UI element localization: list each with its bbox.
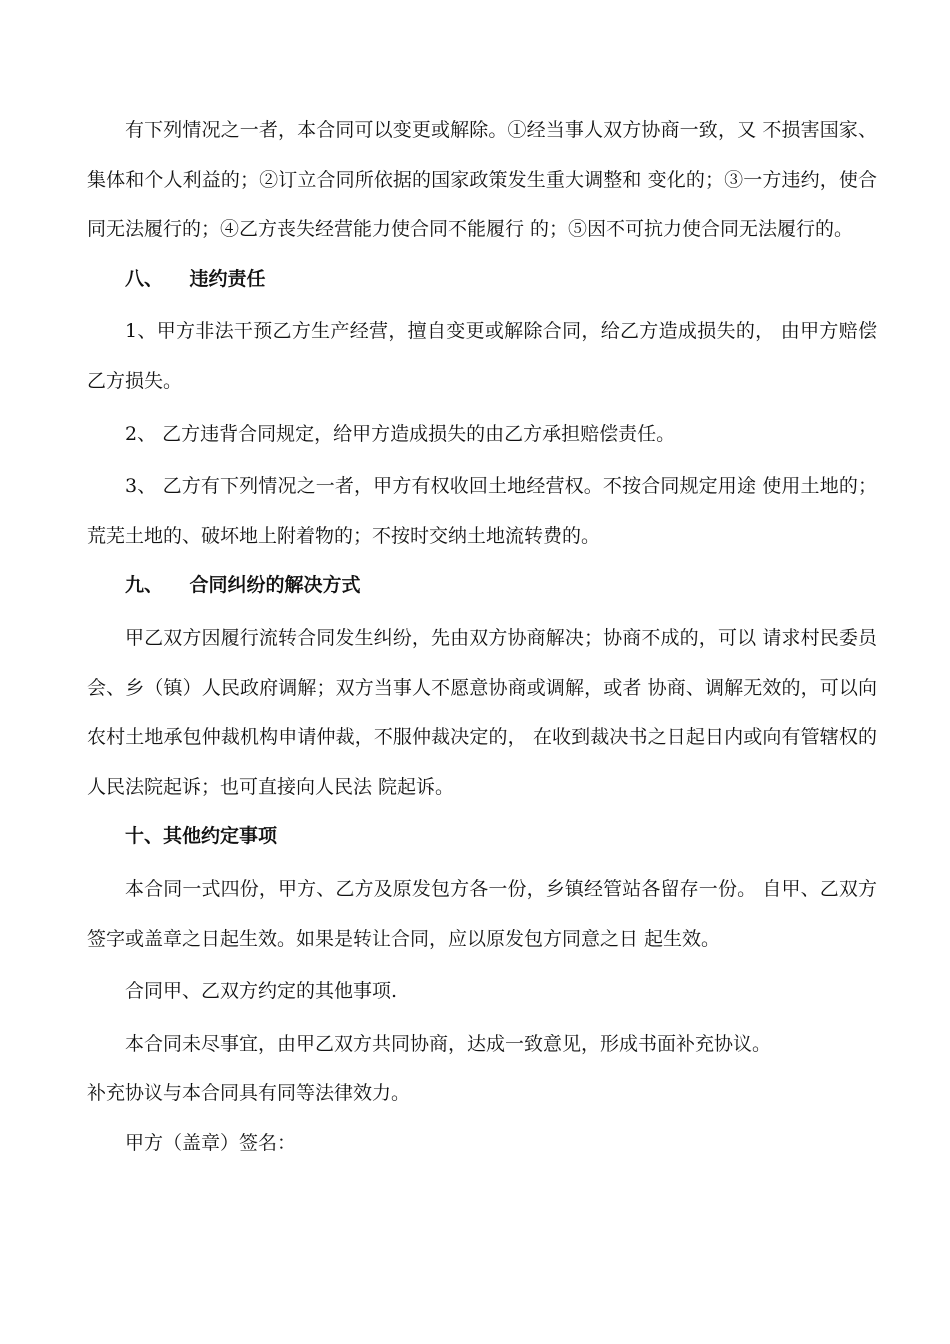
section-heading-dispute-resolution: 九、 合同纠纷的解决方式 bbox=[125, 574, 361, 597]
paragraph-breach-1: 1、甲方非法干预乙方生产经营，擅自变更或解除合同，给乙方造成损失的， 由甲方赔偿乙方损失。 bbox=[87, 320, 877, 392]
section-heading-other-terms: 十、其他约定事项 bbox=[125, 825, 278, 848]
paragraph-contract-change: 有下列情况之一者，本合同可以变更或解除。①经当事人双方协商一致，又 不损害国家、集体和个人利益的；②订立合同所依据的国家政策发生重大调整和 变化的；③一方违约，使合同无法履行的；④乙方丧失经营能力使合同不能履行 的；⑤因不可抗力使合同无法履行的。 bbox=[87, 119, 877, 241]
paragraph-supplement: 本合同未尽事宜，由甲乙双方共同协商，达成一致意见，形成书面补充协议。 bbox=[125, 1032, 772, 1055]
document-page bbox=[87, 106, 877, 1168]
paragraph-other-matters: 合同甲、乙双方约定的其他事项. bbox=[125, 980, 398, 1003]
signature-party-a: 甲方（盖章）签名： bbox=[125, 1131, 297, 1154]
section-heading-breach-liability: 八、 违约责任 bbox=[125, 267, 266, 290]
paragraph-breach-3: 3、 乙方有下列情况之一者，甲方有权收回土地经营权。不按合同规定用途 使用土地的；荒芜土地的、破坏地上附着物的；不按时交纳土地流转费的。 bbox=[87, 475, 877, 547]
paragraph-breach-2: 2、 乙方违背合同规定，给甲方造成损失的由乙方承担赔偿责任。 bbox=[125, 422, 676, 445]
paragraph-dispute: 甲乙双方因履行流转合同发生纠纷，先由双方协商解决；协商不成的，可以 请求村民委员会、乡（镇）人民政府调解；双方当事人不愿意协商或调解，或者 协商、调解无效的，可以向农村土地承包仲裁机构申请仲裁，不服仲裁决定的， 在收到裁决书之日起日内或向有管辖权的人民法院起诉；也可直接向人民法 院起诉。 bbox=[87, 626, 877, 798]
paragraph-legal-effect: 补充协议与本合同具有同等法律效力。 bbox=[87, 1082, 411, 1105]
paragraph-copies: 本合同一式四份，甲方、乙方及原发包方各一份，乡镇经管站各留存一份。 自甲、乙双方签字或盖章之日起生效。如果是转让合同，应以原发包方同意之日 起生效。 bbox=[87, 877, 877, 950]
